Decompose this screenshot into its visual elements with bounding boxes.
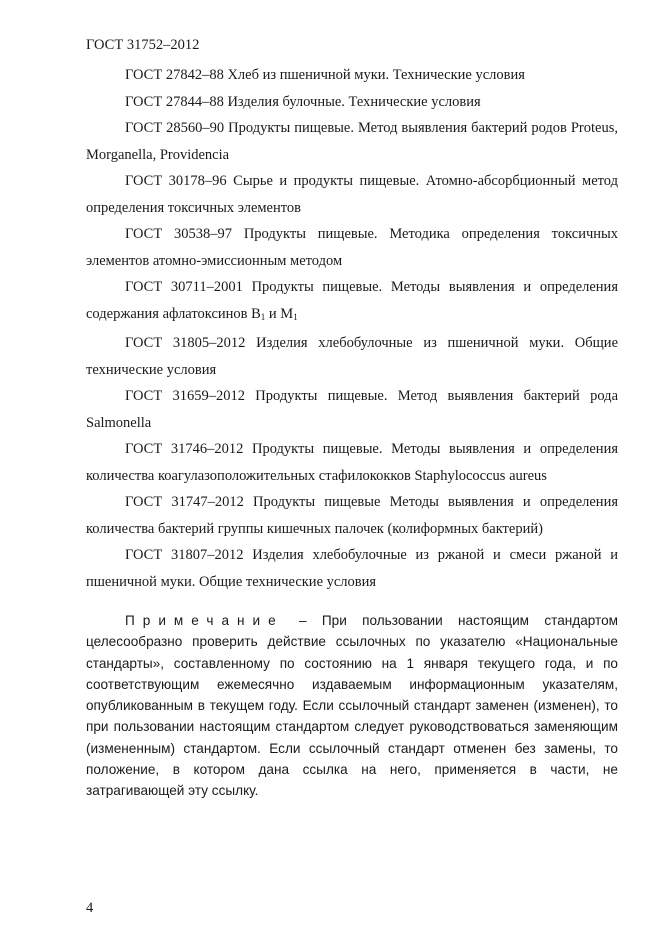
reference-item: ГОСТ 31805–2012 Изделия хлебобулочные из пшеничной муки. Общие технические условия — [86, 335, 618, 378]
reference-item: ГОСТ 30538–97 Продукты пищевые. Методика определения токсичных элементов атомно-эмиссионным методом — [86, 226, 618, 269]
reference-item: ГОСТ 28560–90 Продукты пищевые. Метод выявления бактерий родов Proteus, Morganella, Providencia — [86, 120, 618, 163]
subscript: 1 — [260, 311, 266, 322]
reference-item: ГОСТ 27844–88 Изделия булочные. Технические условия — [125, 93, 481, 110]
note-paragraph — [86, 610, 618, 802]
page-number: 4 — [86, 900, 94, 916]
references-list — [86, 62, 618, 595]
reference-item: ГОСТ 30178–96 Сырье и продукты пищевые. Атомно-абсорбционный метод определения токсичных элементов — [86, 173, 618, 216]
reference-text: ГОСТ 30711–2001 Продукты пищевые. Методы выявления и определения содержания афлатоксинов В — [86, 279, 618, 322]
reference-item: ГОСТ 27842–88 Хлеб из пшеничной муки. Технические условия — [125, 67, 525, 83]
document-code-header: ГОСТ 31752–2012 — [86, 37, 200, 53]
reference-item — [86, 274, 618, 330]
reference-item: ГОСТ 31807–2012 Изделия хлебобулочные из ржаной и смеси ржаной и пшеничной муки. Общие технические условия — [86, 547, 618, 590]
reference-item: ГОСТ 31746–2012 Продукты пищевые. Методы выявления и определения количества коагулазоположительных стафилококков Staphylococcus aureus — [86, 441, 618, 484]
subscript: 1 — [293, 311, 298, 322]
reference-item: ГОСТ 31747–2012 Продукты пищевые Методы выявления и определения количества бактерий группы кишечных палочек (колиформных бактерий) — [86, 494, 618, 537]
note-text: – При пользовании настоящим стандартом целесообразно проверить действие ссылочных по указателю «Национальные стандарты», составленному по состоянию на 1 января текущего года, и по соответствующим ежемесячно издаваемым информационным указателям, опубликованным в текущем году. Если ссылочный стандарт заменен (изменен), то при пользовании настоящим стандартом следует руководствоваться заменяющим (измененным) стандартом. Если ссылочный стандарт отменен без замены, то положение, в котором дана ссылка на него, применяется в части, не затрагивающей эту ссылку. — [86, 613, 618, 799]
reference-item: ГОСТ 31659–2012 Продукты пищевые. Метод выявления бактерий рода Salmonella — [86, 388, 618, 431]
note-label: Примечание — [125, 613, 284, 628]
reference-text: и М — [265, 305, 294, 322]
